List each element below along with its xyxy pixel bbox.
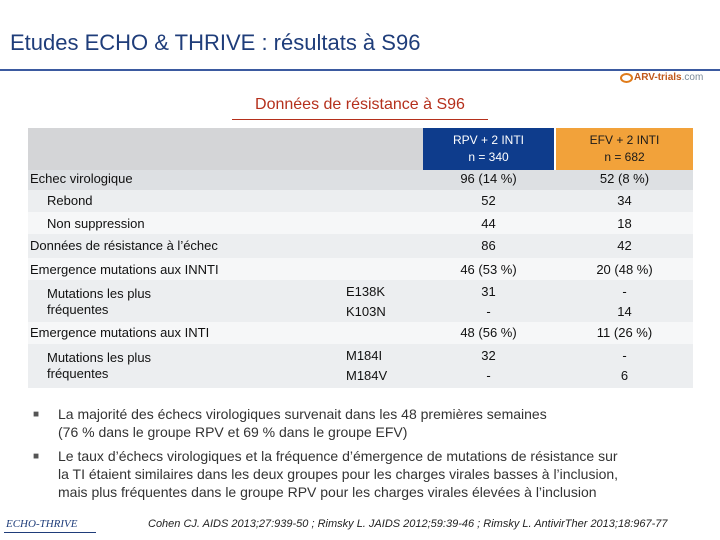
arv-trials-logo xyxy=(620,71,712,89)
mutation-e138k: E138K xyxy=(346,284,386,299)
bullet-square-icon: ■ xyxy=(33,451,40,462)
row-label-innti-mutations-2: fréquentes xyxy=(47,302,109,317)
cell-inti-rpv: 48 (56 %) xyxy=(460,325,517,340)
cell-inti-efv: 11 (26 %) xyxy=(596,325,653,340)
column-header-rpv xyxy=(423,128,554,170)
row-label-inti-mutations-2: fréquentes xyxy=(47,366,109,381)
cell-e138k-efv: - xyxy=(622,284,627,299)
bullet-text-2 xyxy=(58,447,708,501)
cell-rebond-efv: 34 xyxy=(617,193,632,208)
cell-m184i-efv: - xyxy=(622,348,627,363)
mutation-m184i: M184I xyxy=(346,348,383,363)
study-tag: ECHO-THRIVE xyxy=(6,518,78,530)
cell-rebond-rpv: 52 xyxy=(481,193,496,208)
column-header-rpv-arm: RPV + 2 INTI xyxy=(452,133,525,147)
header-blank-cell xyxy=(28,128,423,170)
logo-domain: .com xyxy=(681,72,704,83)
bullet-text-1 xyxy=(58,405,708,441)
cell-m184v-efv: 6 xyxy=(620,368,629,383)
cell-nonsupp-rpv: 44 xyxy=(481,216,496,231)
row-label-inti-mutations-1: Mutations les plus xyxy=(47,350,152,365)
ring-logo-icon xyxy=(620,73,633,83)
bullet-2-line-3: mais plus fréquentes dans le groupe RPV pour les charges virales élevées à l’inclusion xyxy=(58,484,597,500)
bullet-2-line-1: Le taux d’échecs virologiques et la fréquence d’émergence de mutations de résistance sur xyxy=(58,448,618,464)
column-header-efv xyxy=(556,128,693,170)
row-label-non-suppression: Non suppression xyxy=(47,216,145,231)
bullet-1-line-2: (76 % dans le groupe RPV et 69 % dans le groupe EFV) xyxy=(58,424,408,440)
column-header-rpv-n: n = 340 xyxy=(468,150,509,164)
row-label-rebond: Rebond xyxy=(47,193,93,208)
section-subtitle: Données de résistance à S96 xyxy=(255,96,465,113)
cell-nonsupp-efv: 18 xyxy=(617,216,632,231)
cell-k103n-rpv: - xyxy=(486,304,491,319)
row-label-innti: Emergence mutations aux INNTI xyxy=(30,262,219,277)
cell-donnees-efv: 42 xyxy=(617,238,632,253)
cell-m184i-rpv: 32 xyxy=(481,348,496,363)
row-label-echec: Echec virologique xyxy=(30,171,133,186)
cell-echec-efv: 52 (8 %) xyxy=(599,171,650,186)
bullet-1-line-1: La majorité des échecs virologiques survenait dans les 48 premières semaines xyxy=(58,406,547,422)
row-label-innti-mutations-1: Mutations les plus xyxy=(47,286,152,301)
cell-e138k-rpv: 31 xyxy=(481,284,496,299)
mutation-k103n: K103N xyxy=(346,304,386,319)
cell-innti-efv: 20 (48 %) xyxy=(596,262,653,277)
references: Cohen CJ. AIDS 2013;27:939-50 ; Rimsky L. JAIDS 2012;59:39-46 ; Rimsky L. AntivirTher 2013;18:967-77 xyxy=(148,518,668,530)
title-divider xyxy=(0,69,720,71)
subtitle-underline xyxy=(232,119,488,120)
logo-brand: ARV-trials xyxy=(634,72,682,83)
mutation-m184v: M184V xyxy=(346,368,388,383)
row-label-inti: Emergence mutations aux INTI xyxy=(30,325,210,340)
cell-innti-rpv: 46 (53 %) xyxy=(460,262,517,277)
column-header-efv-arm: EFV + 2 INTI xyxy=(589,133,660,147)
bullet-square-icon: ■ xyxy=(33,409,40,420)
bullet-2-line-2: la TI étaient similaires dans les deux groupes pour les charges virales basses à l’inclusion, xyxy=(58,466,619,482)
cell-donnees-rpv: 86 xyxy=(481,238,496,253)
footer-divider xyxy=(4,532,96,533)
page-title: Etudes ECHO & THRIVE : résultats à S96 xyxy=(10,30,421,55)
cell-m184v-rpv: - xyxy=(486,368,491,383)
cell-k103n-efv: 14 xyxy=(617,304,632,319)
row-label-donnees: Données de résistance à l’échec xyxy=(30,238,218,253)
cell-echec-rpv: 96 (14 %) xyxy=(460,171,517,186)
column-header-efv-n: n = 682 xyxy=(604,150,645,164)
